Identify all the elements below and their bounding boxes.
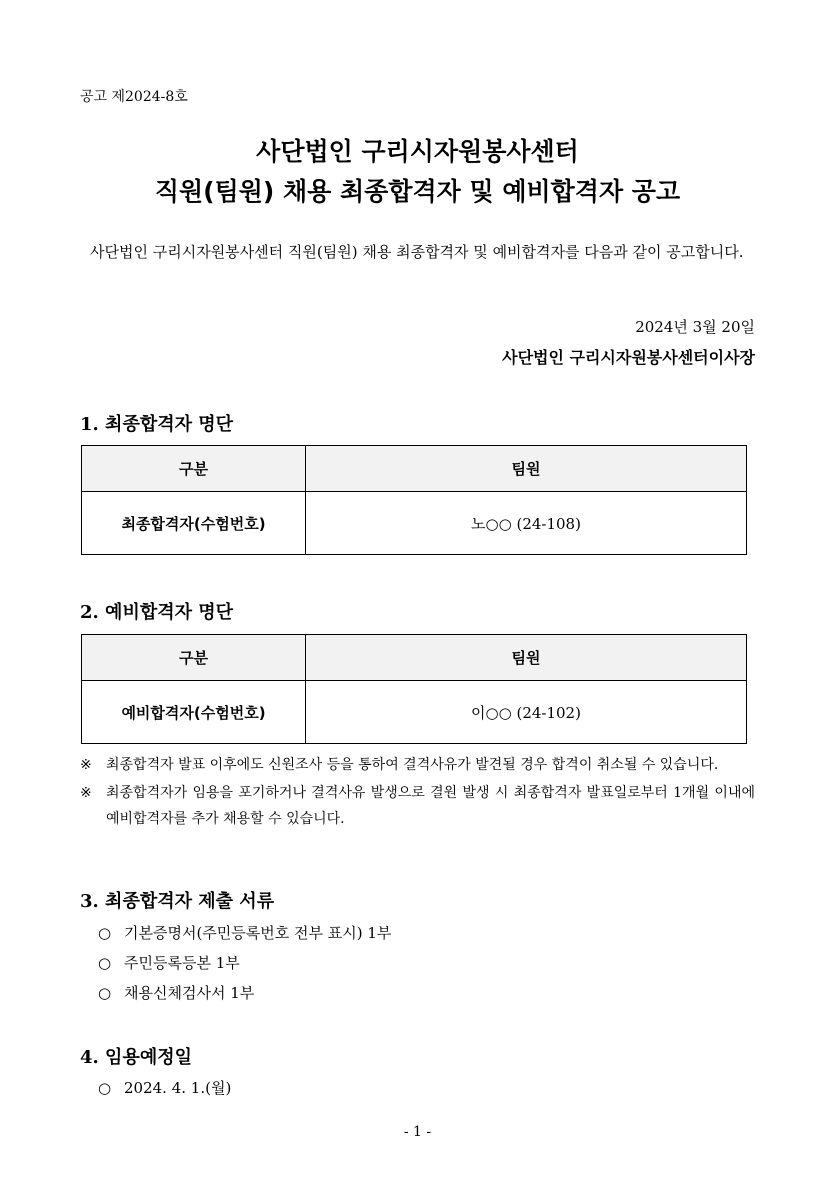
section3-heading: 3. 최종합격자 제출 서류 xyxy=(80,891,275,912)
reference-mark-icon: ※ xyxy=(80,757,92,773)
note-item xyxy=(80,780,755,832)
note-item xyxy=(80,752,755,778)
table-header-row xyxy=(82,635,747,681)
table-row-value: 이○○ (24-102) xyxy=(306,681,747,744)
table-row-label: 예비합격자(수험번호) xyxy=(82,681,306,744)
table-header-position: 팀원 xyxy=(306,446,747,492)
signer: 사단법인 구리시자원봉사센터이사장 xyxy=(502,348,755,367)
table-header-category: 구분 xyxy=(82,635,306,681)
page-number: - 1 - xyxy=(403,1124,432,1140)
documents-list xyxy=(98,918,391,1008)
reserve-passer-table xyxy=(81,634,747,744)
list-item-text: 2024. 4. 1.(월) xyxy=(124,1079,232,1097)
intro-text: 사단법인 구리시자원봉사센터 직원(팀원) 채용 최종합격자 및 예비합격자를 다음과 같이 공고합니다. xyxy=(90,243,744,261)
circle-bullet-icon: ○ xyxy=(98,954,112,972)
circle-bullet-icon: ○ xyxy=(98,924,112,942)
note-text: 최종합격자 발표 이후에도 신원조사 등을 통하여 결격사유가 발견될 경우 합격이 취소될 수 있습니다. xyxy=(106,757,719,773)
note-text: 최종합격자가 임용을 포기하거나 결격사유 발생으로 결원 발생 시 최종합격자 발표일로부터 1개월 이내에 예비합격자를 추가 채용할 수 있습니다. xyxy=(106,785,755,827)
list-item xyxy=(98,918,391,948)
page-title-line2: 직원(팀원) 채용 최종합격자 및 예비합격자 공고 xyxy=(154,177,681,206)
list-item xyxy=(98,1073,231,1103)
notes xyxy=(80,752,755,832)
notice-date: 2024년 3월 20일 xyxy=(635,318,755,336)
list-item-text: 채용신체검사서 1부 xyxy=(124,984,255,1002)
intro-paragraph xyxy=(80,238,755,266)
list-item xyxy=(98,978,391,1008)
appointment-date-list xyxy=(98,1073,231,1103)
section2-heading: 2. 예비합격자 명단 xyxy=(80,602,234,623)
table-header-position: 팀원 xyxy=(306,635,747,681)
section4-heading: 4. 임용예정일 xyxy=(80,1047,192,1068)
notice-number: 공고 제2024-8호 xyxy=(80,89,188,105)
list-item xyxy=(98,948,391,978)
list-item-text: 주민등록등본 1부 xyxy=(124,954,240,972)
circle-bullet-icon: ○ xyxy=(98,1079,112,1097)
circle-bullet-icon: ○ xyxy=(98,984,112,1002)
table-row-value: 노○○ (24-108) xyxy=(306,492,747,555)
table-row xyxy=(82,681,747,744)
section1-heading: 1. 최종합격자 명단 xyxy=(80,414,234,435)
final-passer-table xyxy=(81,445,747,555)
page-title-line1: 사단법인 구리시자원봉사센터 xyxy=(256,137,579,166)
table-header-row xyxy=(82,446,747,492)
table-row xyxy=(82,492,747,555)
table-header-category: 구분 xyxy=(82,446,306,492)
list-item-text: 기본증명서(주민등록번호 전부 표시) 1부 xyxy=(124,924,392,942)
table-row-label: 최종합격자(수험번호) xyxy=(82,492,306,555)
reference-mark-icon: ※ xyxy=(80,785,92,801)
